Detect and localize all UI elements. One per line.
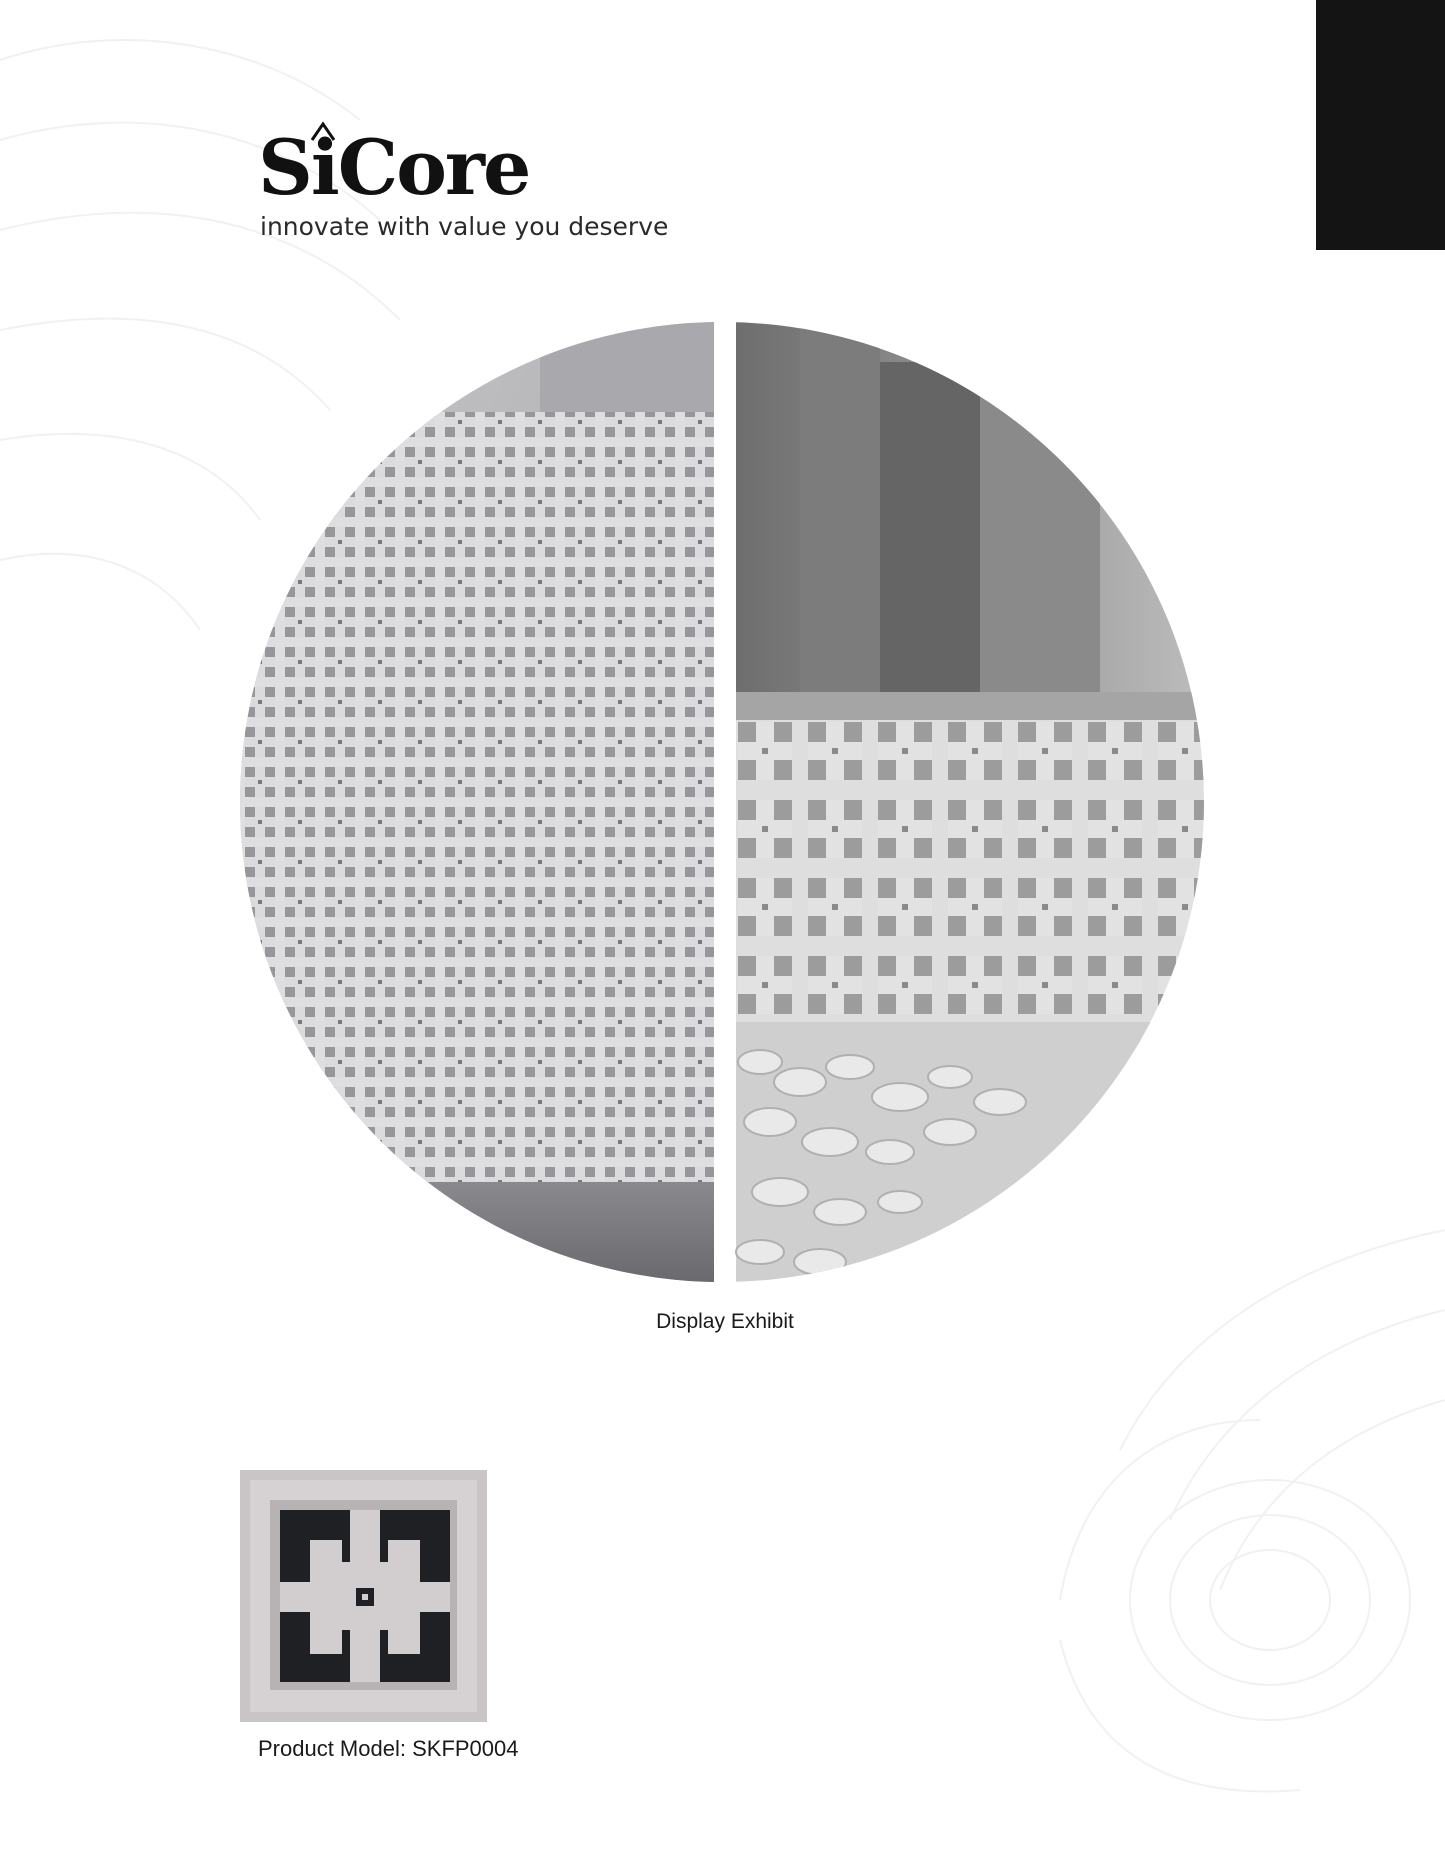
product-thumbnail: [240, 1470, 487, 1722]
brand-wordmark: SiCore: [258, 123, 530, 212]
product-model-value: SKFP0004: [412, 1736, 519, 1761]
product-model: [258, 1736, 519, 1762]
hero-right-panel: [736, 322, 1205, 1282]
brand-tagline: innovate with value you deserve: [260, 212, 669, 241]
product-model-label: Product Model:: [258, 1736, 406, 1761]
hero-caption: Display Exhibit: [656, 1310, 794, 1333]
logo-caret-icon: [310, 120, 336, 142]
brand-logo: [258, 123, 669, 248]
corner-tab: [1316, 0, 1445, 250]
hero-left-panel: [240, 322, 714, 1282]
hero-display-image: [240, 322, 1205, 1282]
